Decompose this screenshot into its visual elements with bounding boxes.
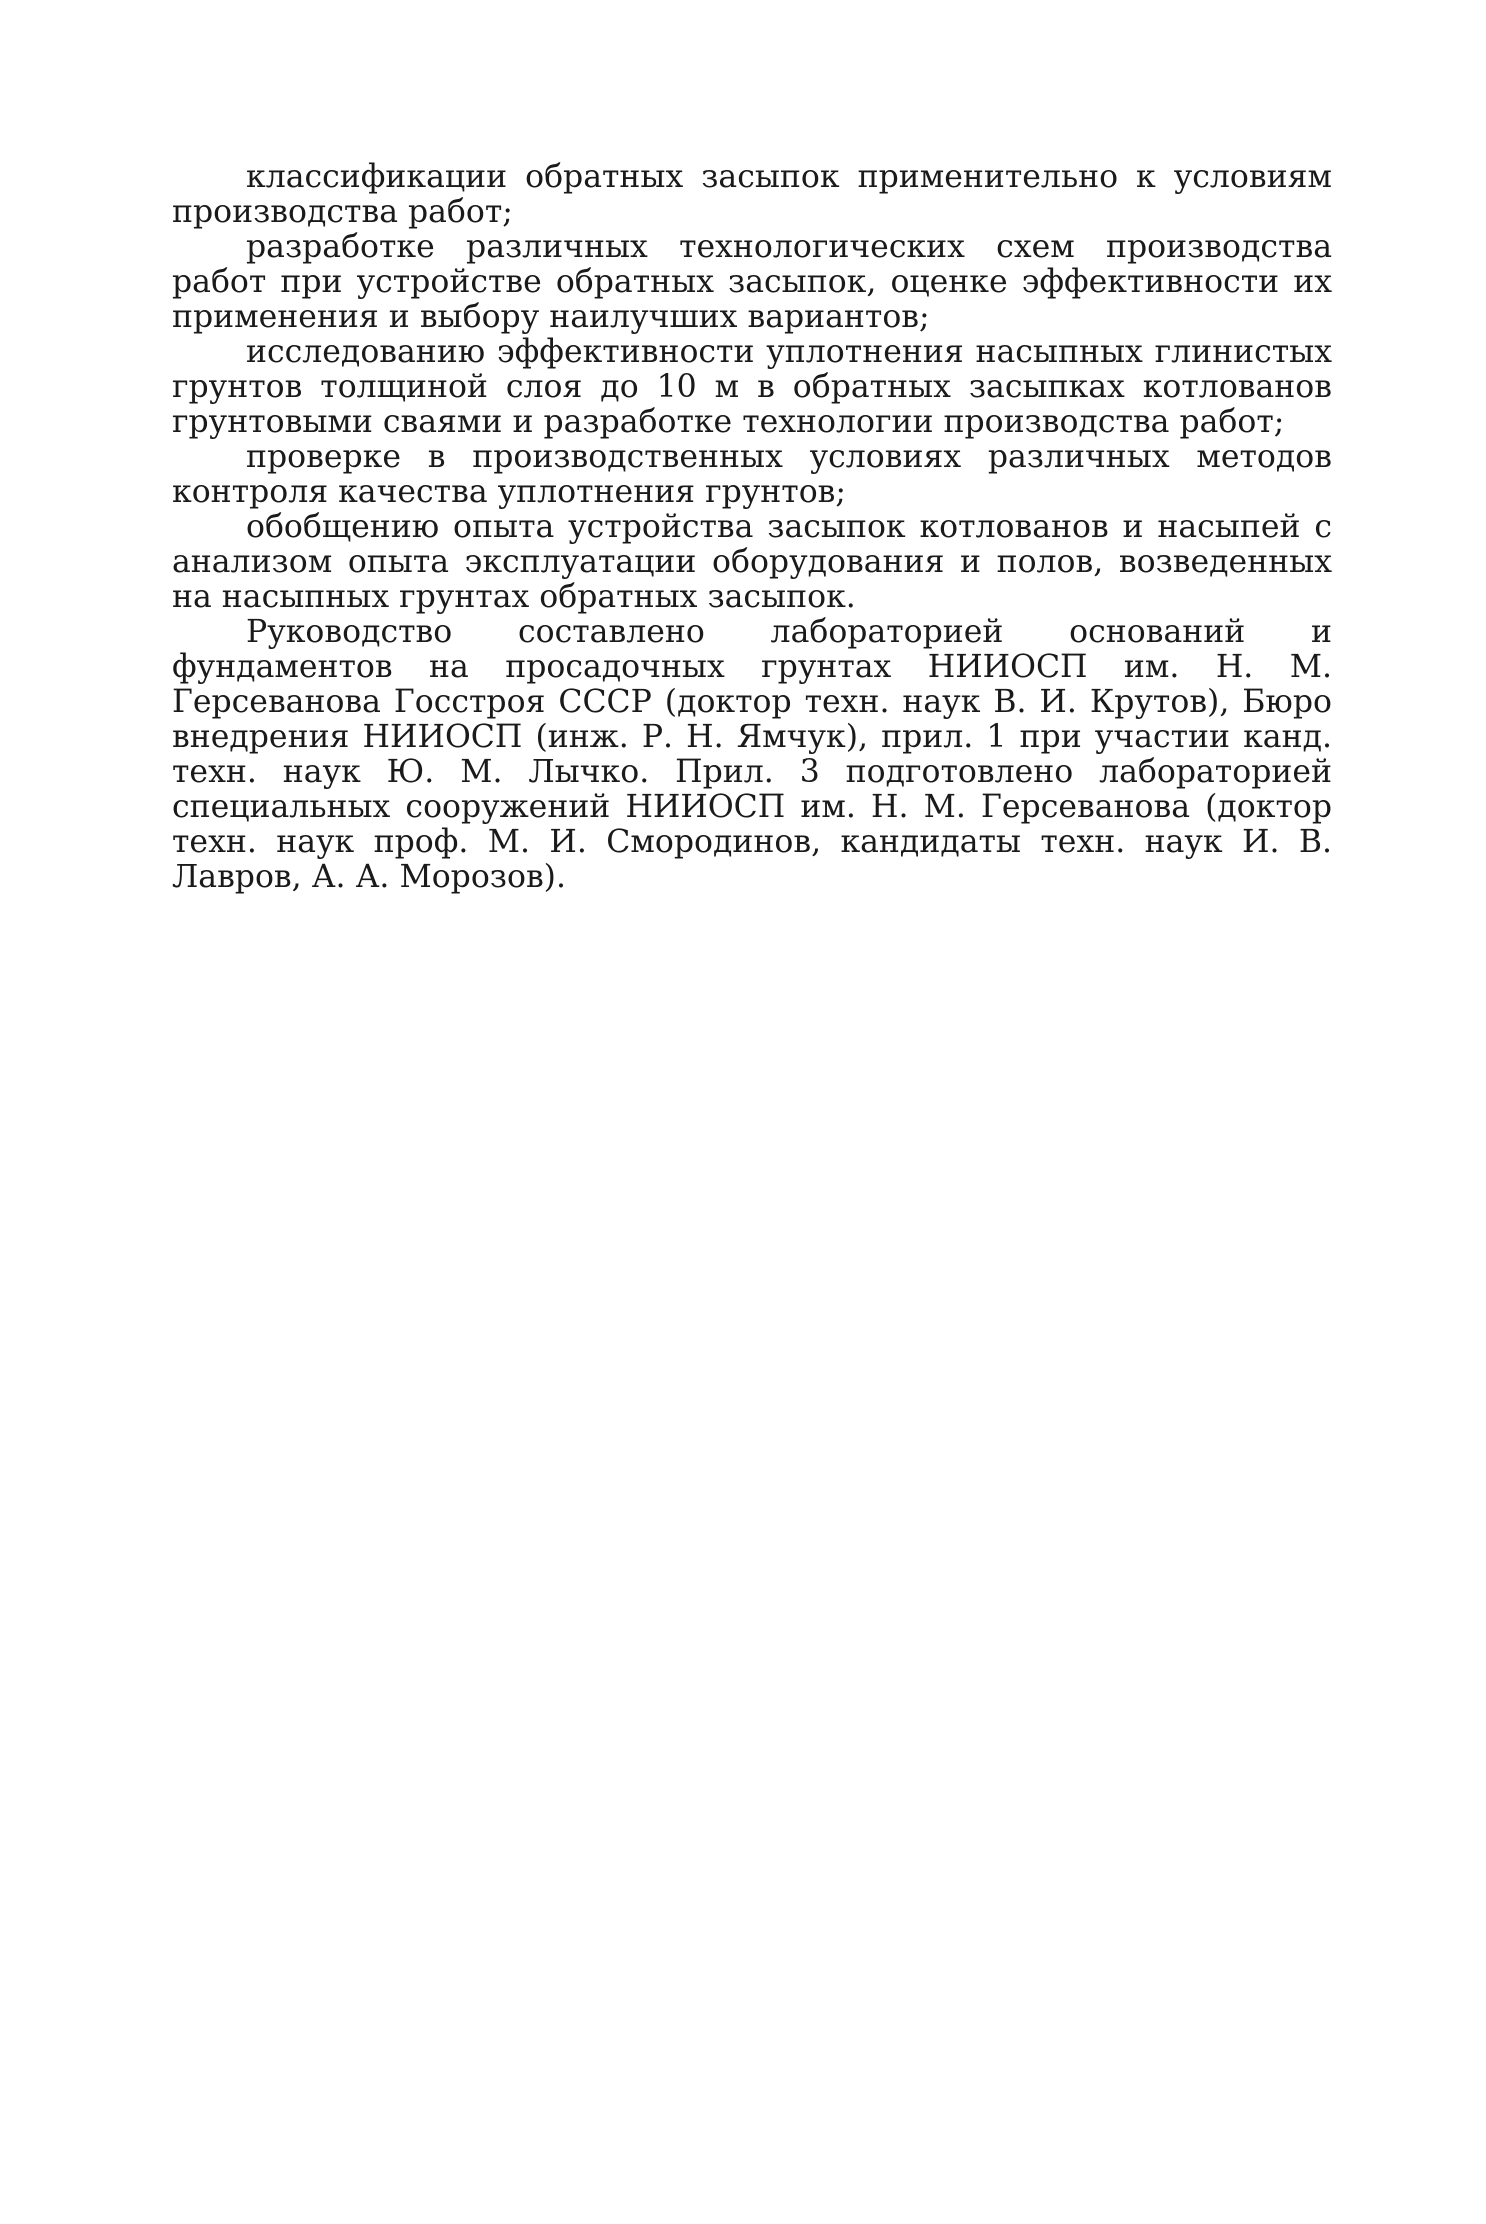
paragraph-quality-control: проверке в производственных условиях различных методов контроля качества уплотнения грунтов;: [172, 439, 1332, 510]
paragraph-experience-summary: обобщению опыта устройства засыпок котлованов и насыпей с анализом опыта эксплуатации оборудования и полов, возведенных на насыпных грунтах обратных засыпок.: [172, 509, 1332, 615]
body-text: [172, 160, 1332, 895]
paragraph-compaction-research: исследованию эффективности уплотнения насыпных глинистых грунтов толщиной слоя до 10 м в обратных засыпках котлованов грунтовыми сваями и разработке технологии производства работ;: [172, 334, 1332, 440]
paragraph-classification: классификации обратных засыпок применительно к условиям производства работ;: [172, 159, 1332, 230]
paragraph-tech-schemes: разработке различных технологических схем производства работ при устройстве обратных засыпок, оценке эффективности их применения и выбору наилучших вариантов;: [172, 229, 1332, 335]
paragraph-authors: Руководство составлено лабораторией оснований и фундаментов на просадочных грунтах НИИОСП им. Н. М. Герсеванова Госстроя СССР (доктор техн. наук В. И. Крутов), Бюро внедрения НИИОСП (инж. Р. Н. Ямчук), прил. 1 при участии канд. техн. наук Ю. М. Лычко. Прил. 3 подготовлено лабораторией специальных сооружений НИИОСП им. Н. М. Герсеванова (доктор техн. наук проф. М. И. Смородинов, кандидаты техн. наук И. В. Лавров, А. А. Морозов).: [172, 614, 1332, 895]
